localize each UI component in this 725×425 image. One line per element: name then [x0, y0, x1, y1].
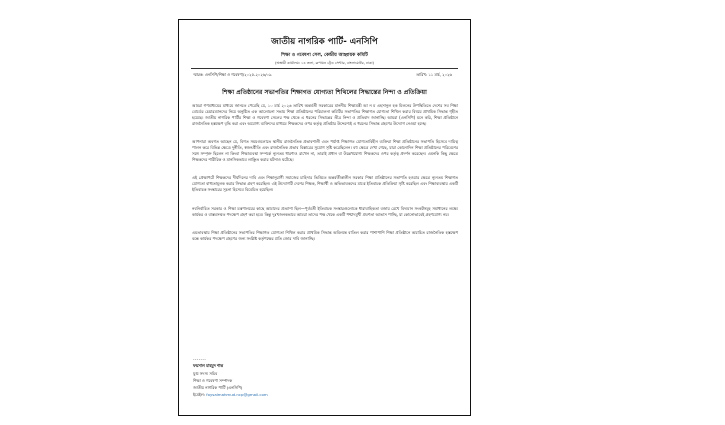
signatory-role-1: যুগ্ম সদস্য সচিব — [193, 370, 218, 376]
signatory-name: ফয়সাল মাহমুদ শান্ত — [193, 363, 224, 369]
organization-name: জাতীয় নাগরিক পার্টি- এনসিপি — [271, 37, 378, 47]
signatory-organization: জাতীয় নাগরিক পার্টি (এনসিপি) — [193, 385, 243, 391]
signatory-role-2: শিক্ষা ও গবেষণা সম্পাদক — [193, 377, 233, 383]
header-divider — [191, 68, 458, 69]
paragraph-3: এই প্রেক্ষাপটে শিক্ষকদের দীর্ঘদিনের দাবি এবং শিক্ষানুরাগী সমাজের চাহিদার ভিত্তিতে অন্তর্বর্তীকালীন সরকার শিক্ষা প্রতিষ্ঠানের সভাপতি হওয়ার ক্ষেত্রে ন্যূনতম শিক্ষাগত যোগ্যতা বাধ্যতামূলক করার সিদ্ধান্ত গ্রহণ করেছিল। এই উদ্যোগটি দেশের শিক্ষক, শিক্ষার্থী ও অভিভাবকদের মাঝে ইতিবাচক প্রতিক্রিয়া সৃষ্টি করেছিল এবং শিক্ষাব্যবস্থায় একটি ইতিবাচক সংস্কারের সূচনা হিসেবে বিবেচিত হয়েছিল। — [192, 175, 458, 193]
document-title: শিক্ষা প্রতিষ্ঠানের সভাপতির শিক্ষাগত যোগ্যতা শিথিলের সিদ্ধান্তের নিন্দা ও প্রতিক্রিয়া — [222, 89, 427, 96]
press-release-page — [178, 19, 471, 416]
paragraph-4: নবনির্বাচিত সরকার ও শিক্ষা মন্ত্রণালয়ের কাছে আমাদের প্রত্যাশা ছিল—পূর্ববর্তী ইতিবাচক সংস্কারগুলোকে ধারাবাহিকতা বজায় রেখে বিদ্যমান সংকটসমূহ সমাধানের লক্ষ্যে কার্যকর ও বাস্তবসম্মত পদক্ষেপ গ্রহণ করা হবে। কিন্তু দুঃখজনকভাবে আমরা তাদের পক্ষ থেকে একটি পশ্চাদমুখী প্রবণতা আভাস পাচ্ছি, যা কোনোভাবেই গ্রহণযোগ্য নয়। — [192, 205, 458, 217]
paragraph-2: আপনারা অবগত আছেন যে, বিগত সময়গুলোতে স্থানীয় রাজনৈতিক প্রভাবশালী এবং পর্যাপ্ত শিক্ষাগত যোগ্যতাবিহীন ব্যক্তিরা শিক্ষা প্রতিষ্ঠানের সভাপতি হিসেবে দায়িত্ব পালন করে বিভিন্ন ক্ষেত্রে দুর্নীতি, স্বজনপ্রীতি এবং রাজনৈতিক প্রভাব বিস্তারের সুযোগ সৃষ্টি করেছিলেন। বহু ক্ষেত্রে দেখা গেছে, যারা কোনোদিন শিক্ষা প্রতিষ্ঠানের পরিবেশের সঙ্গে সম্পৃক্ত ছিলেন না কিংবা শিক্ষাব্যবস্থা সম্পর্কে ন্যূনতম ধারণাও রাখেন না, তারাই প্রধান বা উল্লেখযোগ্য শিক্ষকদের ওপর কর্তৃত্ব প্রদর্শন করেছেন। এমনকি কিছু ক্ষেত্রে শিক্ষকদের শারীরিক ও মানসিকভাবে লাঞ্ছিত করার ঘটনাও ঘটেছে। — [192, 139, 458, 163]
email-label: ইমেইল: — [193, 392, 205, 398]
document-date: তারিখ: ১১ মার্চ, ২০২৬ — [416, 72, 452, 77]
signature-block — [193, 355, 268, 399]
department-name: শিক্ষা ও গবেষণা সেল, কেন্দ্রীয় আহ্বায়ক কমিটি — [281, 53, 368, 58]
signature-line: ------- — [193, 356, 207, 361]
document-body — [192, 103, 458, 254]
email-link[interactable]: foysalmahmud.ncp@gmail.com — [206, 392, 268, 398]
office-address: (অস্থায়ী কার্যালয়: ১৪ তলা, রূপায়ন ট্রেড সেন্টার, বাংলামোটর, ঢাকা) — [275, 61, 374, 65]
paragraph-5: এমতাবস্থায় শিক্ষা প্রতিষ্ঠানের সভাপতির শিক্ষাগত যোগ্যতা শিথিল করার প্রাথমিক সিদ্ধান্ত অবিলম্বে বাতিল করার পাশাপাশি শিক্ষা প্রতিষ্ঠানে অযাচিত রাজনৈতিক হস্তক্ষেপ বন্ধে কার্যকর পদক্ষেপ গ্রহণের জন্য সংশ্লিষ্ট কর্তৃপক্ষের প্রতি জোর দাবি জানাচ্ছি। — [192, 229, 458, 241]
email-row — [193, 391, 268, 398]
reference-number: স্মারক: এনসিপি/শিক্ষা ও গবেষণা/২০২৫-২০২৬/০৯ — [193, 72, 272, 77]
paragraph-1: আমরা গণমাধ্যমের মাধ্যমে জানতে পেরেছি যে, ১০ মার্চ ২০২৬ তারিখ অন্তর্বর্তী সরকারের মাননীয় শিক্ষামন্ত্রী আ ন ম এহসানুল হক মিলনের উপস্থিতিতে দেশের সব শিক্ষা বোর্ডের চেয়ারম্যানদের নিয়ে অনুষ্ঠিত এক আলোচনা সভায় শিক্ষা প্রতিষ্ঠানের পরিচালনা কমিটির সভাপতির শিক্ষাগত যোগ্যতা শিথিল করার বিষয়ে প্রাথমিক সিদ্ধান্ত গৃহীত হয়েছে। জাতীয় নাগরিক পার্টির শিক্ষা ও গবেষণা সেলের পক্ষ থেকে এ ধরনের সিদ্ধান্তের তীব্র নিন্দা ও প্রতিবাদ জানাচ্ছি। আমরা (এনসিপি) মনে করি, শিক্ষা প্রতিষ্ঠানে রাজনৈতিক হস্তক্ষেপ বৃদ্ধি করা এবং অযোগ্য ব্যক্তিদের মাধ্যমে শিক্ষকদের ওপর কর্তৃত্ব প্রতিষ্ঠার উদ্দেশ্যেই এ ধরনের সিদ্ধান্ত গ্রহণের উদ্যোগ নেওয়া হচ্ছে। — [192, 103, 458, 127]
